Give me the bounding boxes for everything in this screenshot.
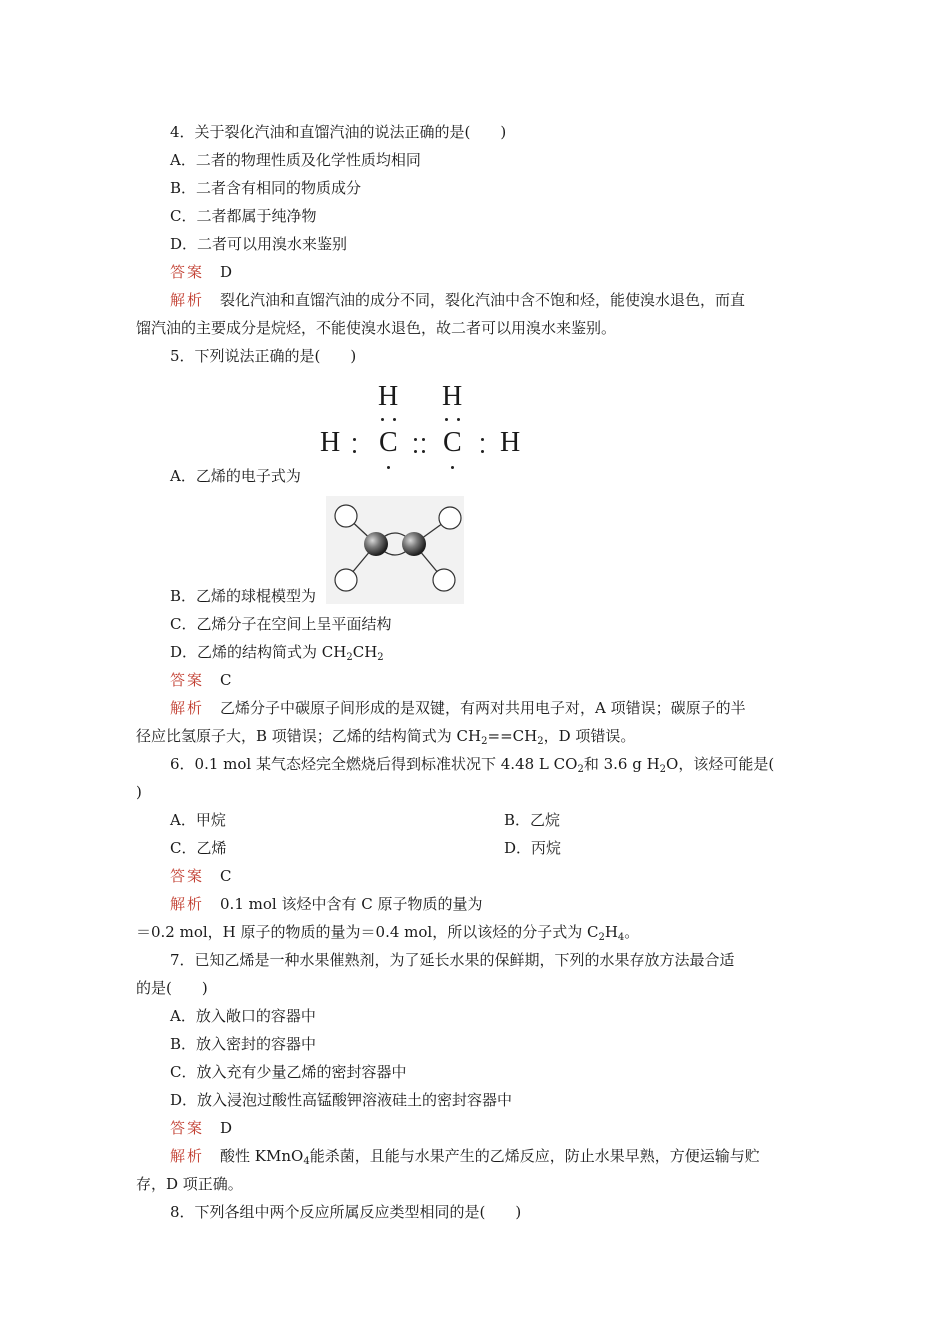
- analysis-label: 解析: [170, 291, 205, 309]
- q5-stem: 5．下列说法正确的是( ): [170, 347, 357, 365]
- q6-stem: 6．0.1 mol 某气态烃完全燃烧后得到标准状况下 4.48 L $CO_2$和 3.6 g $H_2O$，该烃可能是(: [170, 755, 775, 775]
- lewis-h-right: H: [500, 427, 521, 458]
- q5-analysis-line1: [170, 698, 746, 718]
- q6-option-a: A．甲烷: [170, 811, 226, 829]
- q7-stem-line1: 7．已知乙烯是一种水果催熟剂，为了延长水果的保鲜期，下列的水果存放方法最合适: [170, 951, 735, 969]
- q7-option-c: C．放入充有少量乙烯的密封容器中: [170, 1063, 407, 1081]
- q5-option-d: D．乙烯的结构简式为 $CH_2CH_2$: [170, 643, 384, 663]
- q7-option-a: A．放入敞口的容器中: [170, 1007, 316, 1025]
- q7-option-d: D．放入浸泡过酸性高锰酸钾溶液硅土的密封容器中: [170, 1091, 513, 1109]
- ethylene-electron-formula: [318, 378, 528, 473]
- answer-value: D: [220, 1119, 233, 1137]
- answer-label: 答案: [170, 671, 205, 689]
- q4-option-a: A．二者的物理性质及化学性质均相同: [170, 151, 421, 169]
- q8-stem: 8．下列各组中两个反应所属反应类型相同的是( ): [170, 1203, 522, 1221]
- answer-label: 答案: [170, 263, 205, 281]
- analysis-text: 0.1 mol 该烃中含有 C 原子物质的量为: [220, 895, 483, 913]
- q6-analysis-line1: [170, 894, 482, 914]
- q5-option-c: C．乙烯分子在空间上呈平面结构: [170, 615, 392, 633]
- lewis-h-top-left: H: [378, 381, 399, 412]
- q6-analysis-line2: ＝0.2 mol，H 原子的物质的量为＝0.4 mol，所以该烃的分子式为 $C_2H_4$。: [136, 923, 640, 943]
- q4-option-b: B．二者含有相同的物质成分: [170, 179, 362, 197]
- lewis-h-left: H: [320, 427, 341, 458]
- answer-value: C: [220, 867, 232, 885]
- q4-option-d: D．二者可以用溴水来鉴别: [170, 235, 348, 253]
- q4-answer: [170, 262, 232, 282]
- analysis-text: 裂化汽油和直馏汽油的成分不同，裂化汽油中含不饱和烃，能使溴水退色，而直: [220, 291, 746, 309]
- q5-analysis-line2: 径应比氢原子大，B 项错误；乙烯的结构简式为 $CH_2==CH_2$，D 项错误。: [136, 727, 636, 747]
- q5-option-d-text2: CH: [352, 643, 378, 661]
- q4-analysis-line2: 馏汽油的主要成分是烷烃，不能使溴水退色，故二者可以用溴水来鉴别。: [136, 319, 617, 337]
- q4-stem: 4．关于裂化汽油和直馏汽油的说法正确的是( ): [170, 123, 507, 141]
- answer-value: D: [220, 263, 233, 281]
- q4-analysis-line1: [170, 290, 745, 310]
- q5-option-a: A．乙烯的电子式为: [170, 467, 301, 485]
- lewis-c-right: C: [443, 427, 462, 458]
- analysis-label: 解析: [170, 1147, 205, 1165]
- lewis-c-left: C: [379, 427, 398, 458]
- answer-label: 答案: [170, 867, 205, 885]
- q5-option-b: B．乙烯的球棍模型为: [170, 587, 317, 605]
- ethylene-ball-stick-model: [326, 496, 464, 604]
- q7-analysis-line2: 存，D 项正确。: [136, 1175, 243, 1193]
- q6-option-d: D．丙烷: [504, 839, 562, 857]
- q5-option-d-text: D．乙烯的结构简式为 CH: [170, 643, 347, 661]
- analysis-label: 解析: [170, 699, 205, 717]
- q7-answer: [170, 1118, 232, 1138]
- lewis-h-top-right: H: [442, 381, 463, 412]
- q7-option-b: B．放入密封的容器中: [170, 1035, 317, 1053]
- analysis-text: 乙烯分子中碳原子间形成的是双键，有两对共用电子对，A 项错误；碳原子的半: [220, 699, 746, 717]
- analysis-label: 解析: [170, 895, 205, 913]
- q7-analysis-line1: 解析 酸性 KMnO$_4$能杀菌，且能与水果产生的乙烯反应，防止水果早熟，方便运输与贮: [170, 1147, 760, 1167]
- q6-answer: [170, 866, 232, 886]
- q6-option-b: B．乙烷: [504, 811, 561, 829]
- q4-option-c: C．二者都属于纯净物: [170, 207, 317, 225]
- q6-option-c: C．乙烯: [170, 839, 227, 857]
- q7-stem-line2: 的是( ): [136, 979, 208, 997]
- answer-label: 答案: [170, 1119, 205, 1137]
- answer-value: C: [220, 671, 232, 689]
- q6-stem-line2: ): [136, 783, 142, 801]
- q5-answer: [170, 670, 232, 690]
